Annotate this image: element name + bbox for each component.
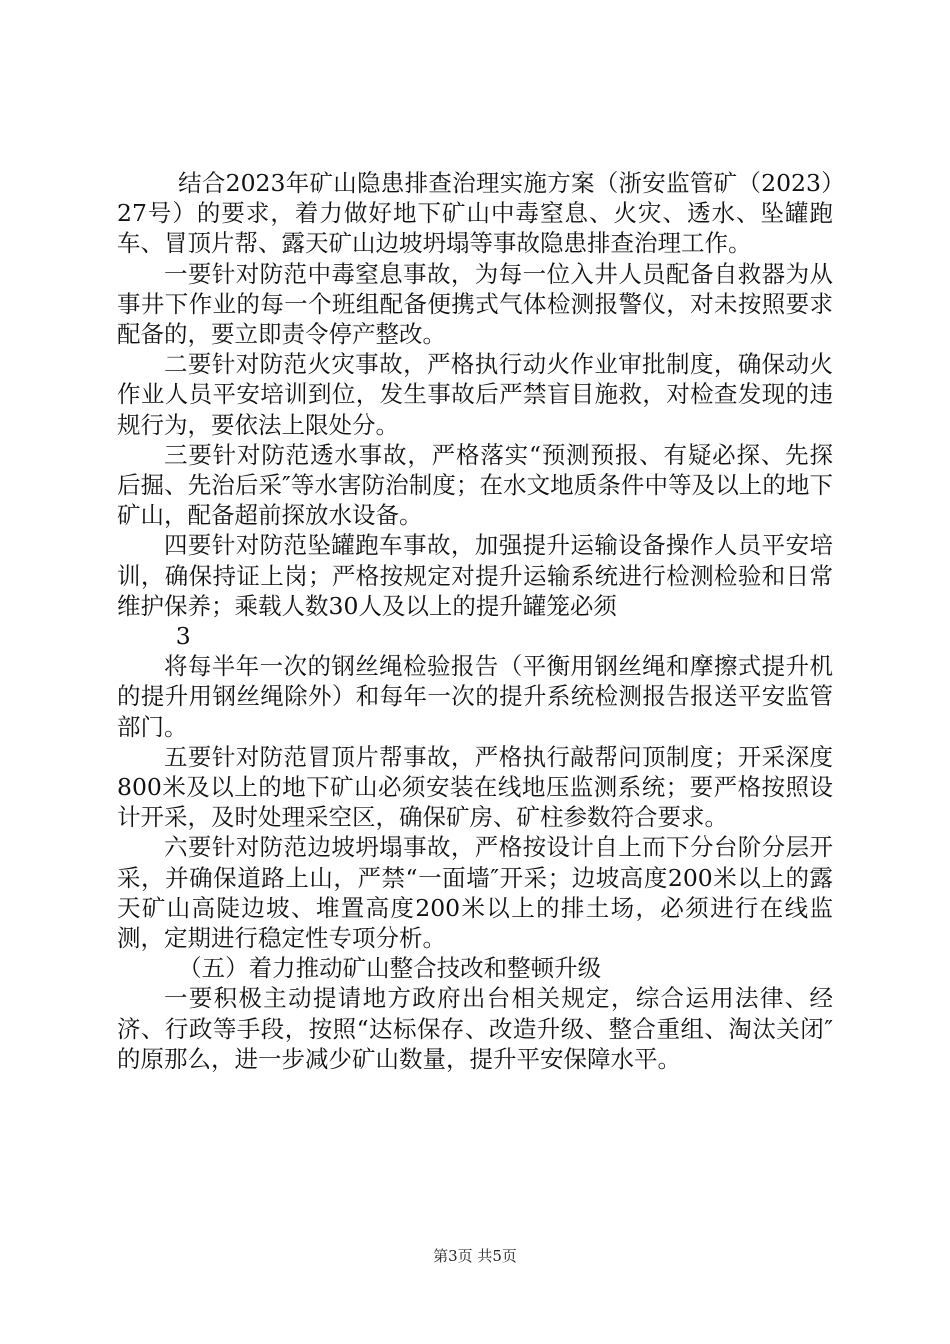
- paragraph-item-6: 六要针对防范边坡坍塌事故，严格按设计自上而下分台阶分层开采，并确保道路上山，严禁“一面墙″开采；边坡高度200米以上的露天矿山高陡边坡、堆置高度200米以上的排土场，必须进行在线监测，定期进行稳定性专项分析。: [117, 833, 833, 953]
- paragraph-item-2: 二要针对防范火灾事故，严格执行动火作业审批制度，确保动火作业人员平安培训到位，发生事故后严禁盲目施救，对检查发现的违规行为，要依法上限处分。: [117, 350, 833, 439]
- paragraph-item-4: 四要针对防范坠罐跑车事故，加强提升运输设备操作人员平安培训，确保持证上岗；严格按规定对提升运输系统进行检测检验和日常维护保养；乘载人数30人及以上的提升罐笼必须: [117, 531, 833, 620]
- section-heading: （五）着力推动矿山整合技改和整顿升级: [178, 954, 602, 983]
- paragraph-item-1: 一要针对防范中毒窒息事故，为每一位入井人员配备自救器为从事井下作业的每一个班组配备便携式气体检测报警仪，对未按照要求配备的，要立即责令停产整改。: [117, 259, 833, 349]
- inline-page-number: 3: [175, 622, 191, 651]
- paragraph-item-3: 三要针对防范透水事故，严格落实“预测预报、有疑必探、先探后掘、先治后采″等水害防治制度；在水文地质条件中等及以上的地下矿山，配备超前探放水设备。: [117, 440, 833, 530]
- paragraph-continuation: 将每半年一次的钢丝绳检验报告（平衡用钢丝绳和摩擦式提升机的提升用钢丝绳除外）和每年一次的提升系统检测报告报送平安监管部门。: [117, 652, 833, 741]
- page-footer: 第3页 共5页: [433, 1247, 517, 1265]
- document-body: [117, 168, 833, 1074]
- paragraph-intro: 结合2023年矿山隐患排查治理实施方案（浙安监管矿（2023）27号）的要求，着力做好地下矿山中毒窒息、火灾、透水、坠罐跑车、冒顶片帮、露天矿山边坡坍塌等事故隐患排查治理工作。: [117, 169, 833, 258]
- paragraph-item-5: 五要针对防范冒顶片帮事故，严格执行敲帮问顶制度；开采深度800米及以上的地下矿山必须安装在线地压监测系统；要严格按照设计开采，及时处理采空区，确保矿房、矿柱参数符合要求。: [117, 742, 833, 832]
- paragraph-section-item-1: 一要积极主动提请地方政府出台相关规定，综合运用法律、经济、行政等手段，按照“达标保存、改造升级、整合重组、淘汰关闭″的原那么，进一步减少矿山数量，提升平安保障水平。: [117, 984, 833, 1073]
